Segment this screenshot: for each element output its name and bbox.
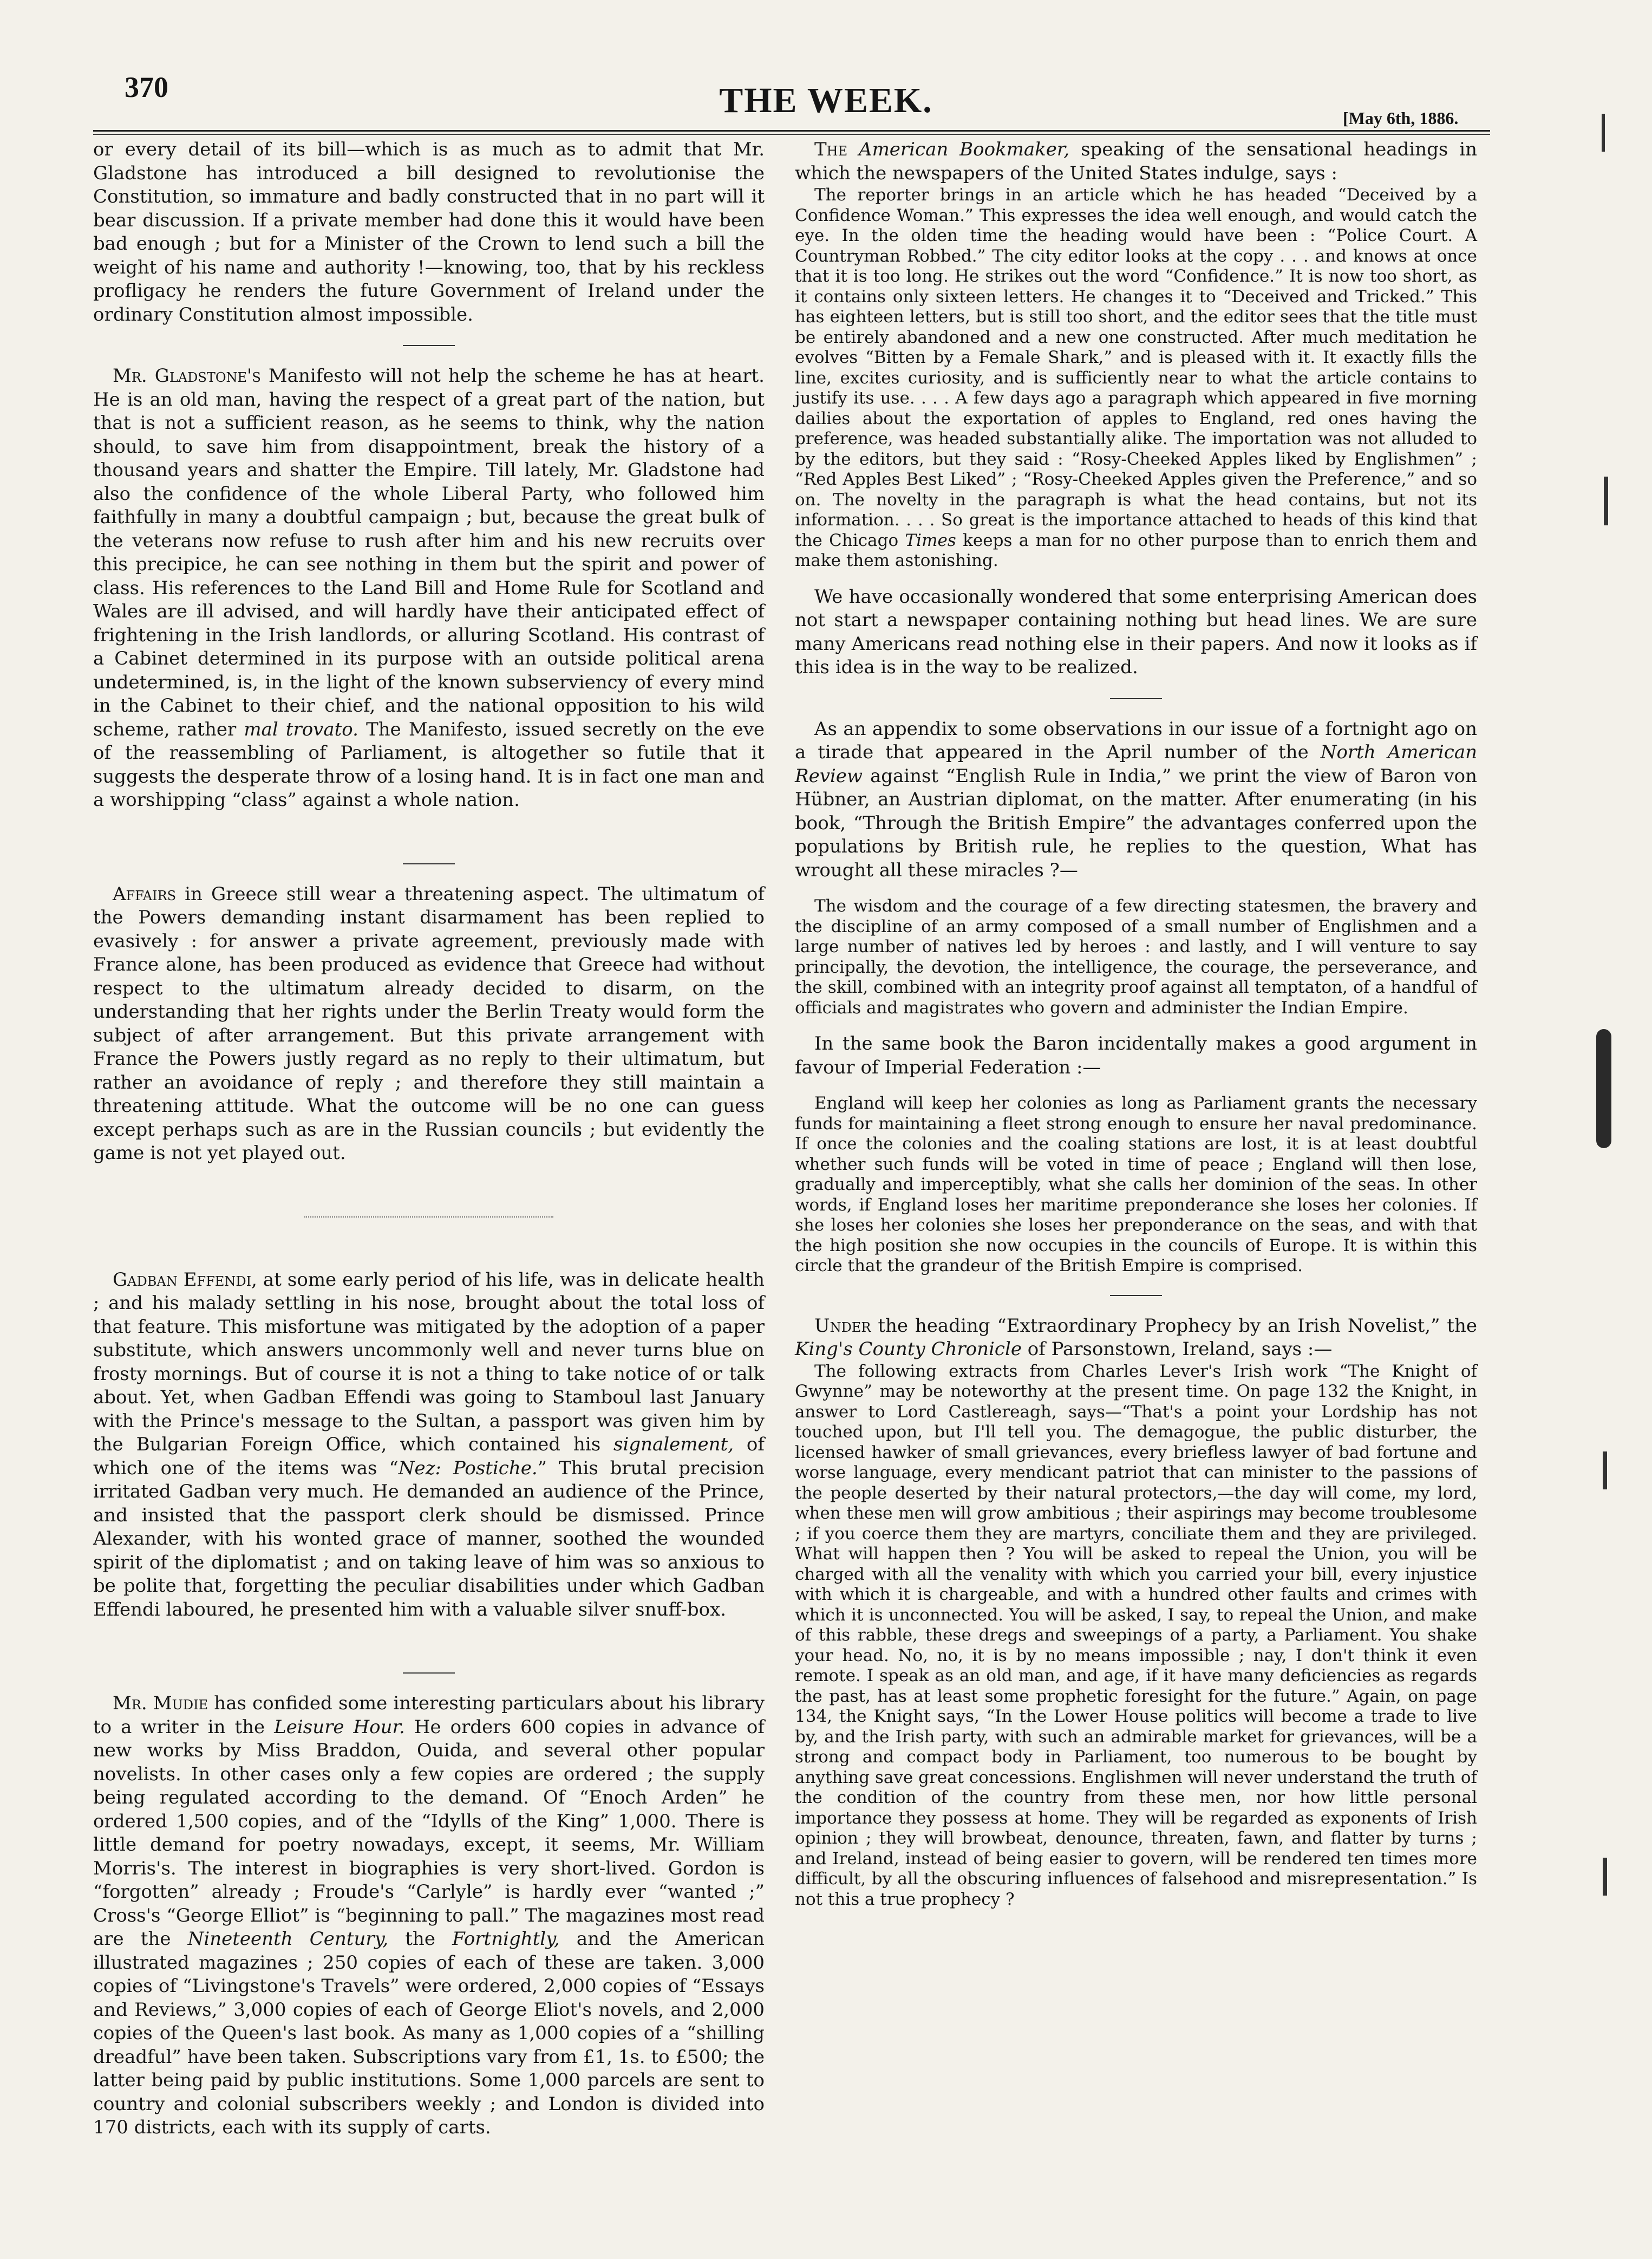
issue-date: [May 6th, 1886. — [1343, 108, 1459, 128]
quote-text: The following extracts from Charles Lever's Irish work “The Knight of Gwynne” may be noteworthy at the present time. On page 132 the Knight, in answer to Lord Castlereagh, says—“That's a point your Lordship has not touched upon, but I'll tell you. The demagogue, the public disturber, the licensed hawker of small grievances, every briefless lawyer of bad fortune and worse language, every mendicant patriot that can minister to the passions of the people deserted by their natural protectors,—the day will come, my lord, when these men will grow ambitious ; their aspirings may become troublesome ; if you coerce them they are martyrs, conciliate them and they are privileged. What will happen then ? You will be asked to repeal the Union, you will be charged with all the venality with which you carried your bill, every injustice with which it is chargeable, and with a hundred other faults and crimes with which it is unconnected. You will be asked, I say, to repeal the Union, and make of this rabble, these dregs and sweepings of a party, a Parliament. You shake your head. No, no, it is by no means impossible ; nay, I don't think it even remote. I speak as an old man, and age, if it have many deficiencies as regards the past, has at least some prophetic foresight for the future.” Again, on page 134, the Knight says, “In the Lower House politics will become a trade to live by, and the Irish party, with such an admirable market for grievances, will be a strong and compact body in Parliament, too numerous to be bought by anything save great concessions. Englishmen will never understand the truth of the condition of the country from these men, nor how little personal importance they possess at home. They will be regarded as exponents of Irish opinion ; they will browbeat, denounce, threaten, fawn, and flatter by turns ; and Ireland, instead of being easier to govern, will be rendered ten times more difficult, by all the obscuring influences of falsehood and misrepresentation.” Is not this a true prophecy ? — [795, 1361, 1477, 1909]
paragraph-text: The Manifesto, issued secretly on the eve of the reassembling of Parliament, is altogether so futile that it suggests the desperate throw of a losing hand. It is in fact one man and a worshipping “class” against a whole nation. — [93, 718, 765, 811]
article-american-bookmaker — [795, 138, 1477, 185]
italic-phrase: Leisure Hour. — [274, 1716, 405, 1738]
quotation — [795, 1093, 1477, 1277]
paragraph-text: has confided some interesting particulars about his library to a writer in the — [93, 1692, 765, 1738]
lead-words: Under — [814, 1314, 871, 1337]
section-divider — [403, 1672, 455, 1674]
scan-speck — [1602, 114, 1605, 152]
header-rule — [93, 130, 1490, 132]
lead-words: Gadban Effendi, — [113, 1268, 257, 1291]
article-greece — [93, 883, 765, 1166]
paragraph-text: the heading “Extraordinary Prophecy by an Irish Novelist,” the — [871, 1314, 1477, 1337]
section-divider — [403, 345, 455, 346]
italic-phrase: American Bookmaker, — [859, 139, 1070, 160]
article-gladstone-bill — [93, 138, 765, 327]
quotation — [795, 1362, 1477, 1910]
paragraph-text: the — [388, 1928, 453, 1950]
header-rule-thin — [93, 134, 1490, 135]
lead-words: Affairs — [113, 883, 177, 905]
paragraph-text: We have occasionally wondered that some enterprising American does not start a newspaper containing nothing but head lines. We are sure many Americans read nothing else in their papers. And now it looks as if this idea is in the way to be realized. — [795, 585, 1477, 678]
article-gladstone-manifesto — [93, 364, 765, 812]
quote-text: England will keep her colonies as long as Parliament grants the necessary funds for maintaining a fleet strong enough to ensure her naval predominance. If once the colonies and the coaling stations are lost, it is at least doubtful whether such funds will be voted in time of peace ; England will then lose, gradually and imperceptibly, what she calls her dominion of the seas. In other words, if England loses her maritime preponderance she loses her colonies. If she loses her colonies she loses her preponderance on the seas, and with that the high position she now occupies in the councils of Europe. It is within this circle that the grandeur of the British Empire is comprised. — [795, 1093, 1477, 1275]
italic-phrase: Nez: Postiche. — [398, 1457, 538, 1479]
article-imperial-federation — [795, 1032, 1477, 1079]
quote-text: keeps a man for no other purpose than to enrich them and make them astonishing. — [795, 530, 1477, 570]
paragraph-text: As an appendix to some observations in our issue of a fortnight ago on a tirade that appeared in the April number of the — [795, 718, 1477, 763]
paragraph-text: of which one of the items was “ — [93, 1434, 765, 1479]
article-head-lines — [795, 585, 1477, 680]
right-column — [795, 138, 1477, 1910]
lead-words: Mr. Mudie — [113, 1692, 208, 1714]
left-column — [93, 138, 765, 2140]
italic-phrase: King's County Chronicle — [795, 1338, 1022, 1360]
lead-words: Mr. Gladstone's — [113, 365, 261, 387]
paragraph-text: in Greece still wear a threatening aspect. The ultimatum of the Powers demanding instant disarmament has been replied to evasively : for answer a private agreement, previously made with France alone, has been produced as evidence that Greece had without respect to the ultimatum already decided to disarm, on the understanding that her rights under the Berlin Treaty would form the subject of after arrangement. But this private arrangement with France the Powers justly regard as no reply to their ultimatum, but rather an avoidance of reply ; and therefore they still maintain a threatening attitude. What the outcome will be no one can guess except perhaps such as are in the Russian councils ; but evidently the game is not yet played out. — [93, 883, 765, 1164]
paragraph-text: of Parsonstown, Ireland, says :— — [1021, 1338, 1333, 1360]
article-irish-prophecy — [795, 1314, 1477, 1362]
paragraph-text: In the same book the Baron incidentally makes a good argument in favour of Imperial Federation :— — [795, 1033, 1477, 1078]
italic-phrase: Nineteenth Century, — [187, 1928, 389, 1950]
paragraph-text: ” This brutal precision irritated Gadban very much. He demanded an audience of the Prince, and insisted that the passport clerk should be dismissed. Prince Alexander, with his wonted grace of manner, soothed the wounded spirit of the diplomatist ; and on taking leave of him was so anxious to be polite that, forgetting the peculiar disabilities under which Gadban Effendi laboured, he presented him with a valuable silver snuff-box. — [93, 1457, 765, 1620]
article-mudie-library — [93, 1692, 765, 2140]
section-divider — [1110, 1295, 1162, 1296]
article-english-rule-india — [795, 718, 1477, 883]
page-number: 370 — [125, 71, 168, 103]
paragraph-text: Manifesto will not help the scheme he has at heart. He is an old man, having the respect of a great part of the nation, but that is not a sufficient reason, as he seems to think, why the nation should, to save him from disappointment, break the history of a thousand years and shatter the Empire. Till lately, Mr. Gladstone had also the confidence of the whole Liberal Party, who followed him faithfully in many a doubtful campaign ; but, because the great bulk of the veterans now refuse to rush after him and his new recruits over this precipice, he can see nothing in them but the spirit and power of class. His references to the Land Bill and Home Rule for Scotland and Wales are ill advised, and will hardly have their anticipated effect of frightening in the Irish landlords, or alluring Scotland. His contrast of a Cabinet determined in its purpose with an outside political arena undetermined, is, in the light of the known subserviency of every mind in the Cabinet to their chief, and the national opposition to his wild scheme, rather — [93, 365, 765, 740]
paragraph-text: against “English Rule in India,” we print the view of Baron von Hübner, an Austrian diplomat, on the matter. After enumerating (in his book, “Through the British Empire” the advantages conferred upon the populations by British rule, he replies to the question, What has wrought all these miracles ?— — [795, 765, 1477, 881]
italic-phrase: North American Review — [795, 741, 1477, 787]
section-divider — [304, 1216, 553, 1218]
italic-phrase: mal trovato. — [244, 718, 358, 740]
quotation — [795, 185, 1477, 571]
section-divider — [403, 863, 455, 864]
paragraph-text: He orders 600 copies in advance of new works by Miss Braddon, Ouida, and several other popular novelists. In other cases only a few copies are ordered ; the supply being regulated according to the demand. Of “Enoch Arden” he ordered 1,500 copies, and of the “Idylls of the King” 1,000. There is little demand for poetry nowadays, except, it seems, Mr. William Morris's. The interest in biographies is very short-lived. Gordon is “forgotten” already ; Froude's “Carlyle” is hardly ever “wanted ;” Cross's “George Elliot” is “beginning to pall.” The magazines most read are the — [93, 1716, 765, 1950]
italic-phrase: signalement, — [613, 1434, 734, 1455]
paragraph-text: or every detail of its bill—which is as much as to admit that Mr. Gladstone has introduced a bill designed to revolutionise the Constitution, so immature and badly constructed that in no part will it bear discussion. If a private member had done this it would have been bad enough ; but for a Minister of the Crown to lend such a bill the weight of his name and authority !—knowing, too, that by his reckless profligacy he renders the future Government of Ireland under the ordinary Constitution almost impossible. — [93, 139, 765, 325]
quote-text: The wisdom and the courage of a few directing statesmen, the bravery and the discipline of an army composed of a small number of Englishmen and a large number of natives led by heroes : and lastly, and I will venture to say principally, the devotion, the intelligence, the courage, the perseverance, and the skill, combined with an integrity proof against all temptaton, of a handful of officials and magistrates who govern and administer the Indian Empire. — [795, 896, 1477, 1018]
section-divider — [1110, 698, 1162, 699]
lead-words: The — [814, 139, 848, 160]
article-gadban-effendi — [93, 1268, 765, 1622]
page-title: THE WEEK. — [719, 81, 933, 120]
quotation — [795, 896, 1477, 1018]
scan-speck — [1604, 477, 1608, 525]
paragraph-text: speaking of the sensational headings in which the newspapers of the United States indulge, says : — [795, 139, 1477, 184]
quote-text: The reporter brings in an article which he has headed “Deceived by a Confidence Woman.” This expresses the idea well enough, and would catch the eye. In the olden time the heading would have been : “Police Court. A Countryman Robbed.” The city editor looks at the copy . . . and knows at once that it is too long. He strikes out the word “Confidence.” It is now too short, as it contains only sixteen letters. He changes it to “Deceived and Tricked.” This has eighteen letters, but is still too short, and the editor sees that the title must be entirely abandoned and a new one constructed. After much meditation he evolves “Bitten by a Female Shark,” and is pleased with it. It exactly fills the line, excites curiosity, and is sufficiently near to what the article contains to justify its use. . . . A few days ago a paragraph which appeared in five morning dailies about the exportation of apples to England, red ones having the preference, was headed substantially alike. The importation was not alluded to by the editors, but they said : “Rosy-Cheeked Apples liked by Englishmen” ; “Red Apples Best Liked” ; “Rosy-Cheeked Apples given the Preference,” and so on. The novelty in the paragraph is what the head contains, but not its information. . . . So great is the importance attached to heads of this kind that the Chicago — [795, 185, 1477, 550]
scan-speck — [1596, 1029, 1611, 1148]
italic-phrase: Fortnightly, — [452, 1928, 560, 1950]
paragraph-text: at some early period of his life, was in delicate health ; and his malady settling in his nose, brought about the total loss of that feature. This misfortune was mitigated by the adoption of a paper substitute, which answers uncommonly well and never turns blue on frosty mornings. But of course it is not a thing to take notice of or talk about. Yet, when Gadban Effendi was going to Stamboul last January with the Prince's message to the Sultan, a passport was given him by the Bulgarian Foreign Office, which contained his — [93, 1268, 765, 1455]
italic-phrase: Times — [905, 530, 956, 550]
scan-speck — [1603, 1858, 1607, 1896]
scan-speck — [1603, 1451, 1607, 1489]
paragraph-text: and the American illustrated magazines ; 250 copies of each of these are taken. 3,000 copies of “Livingstone's Travels” were ordered, 2,000 copies of “Essays and Reviews,” 3,000 copies of each of George Eliot's novels, and 2,000 copies of the Queen's last book. As many as 1,000 copies of a “shilling dreadful” have been taken. Subscriptions vary from £1, 1s. to £500; the latter being paid by public institutions. Some 1,000 parcels are sent to country and colonial subscribers weekly ; and London is divided into 170 districts, each with its supply of carts. — [93, 1928, 765, 2138]
